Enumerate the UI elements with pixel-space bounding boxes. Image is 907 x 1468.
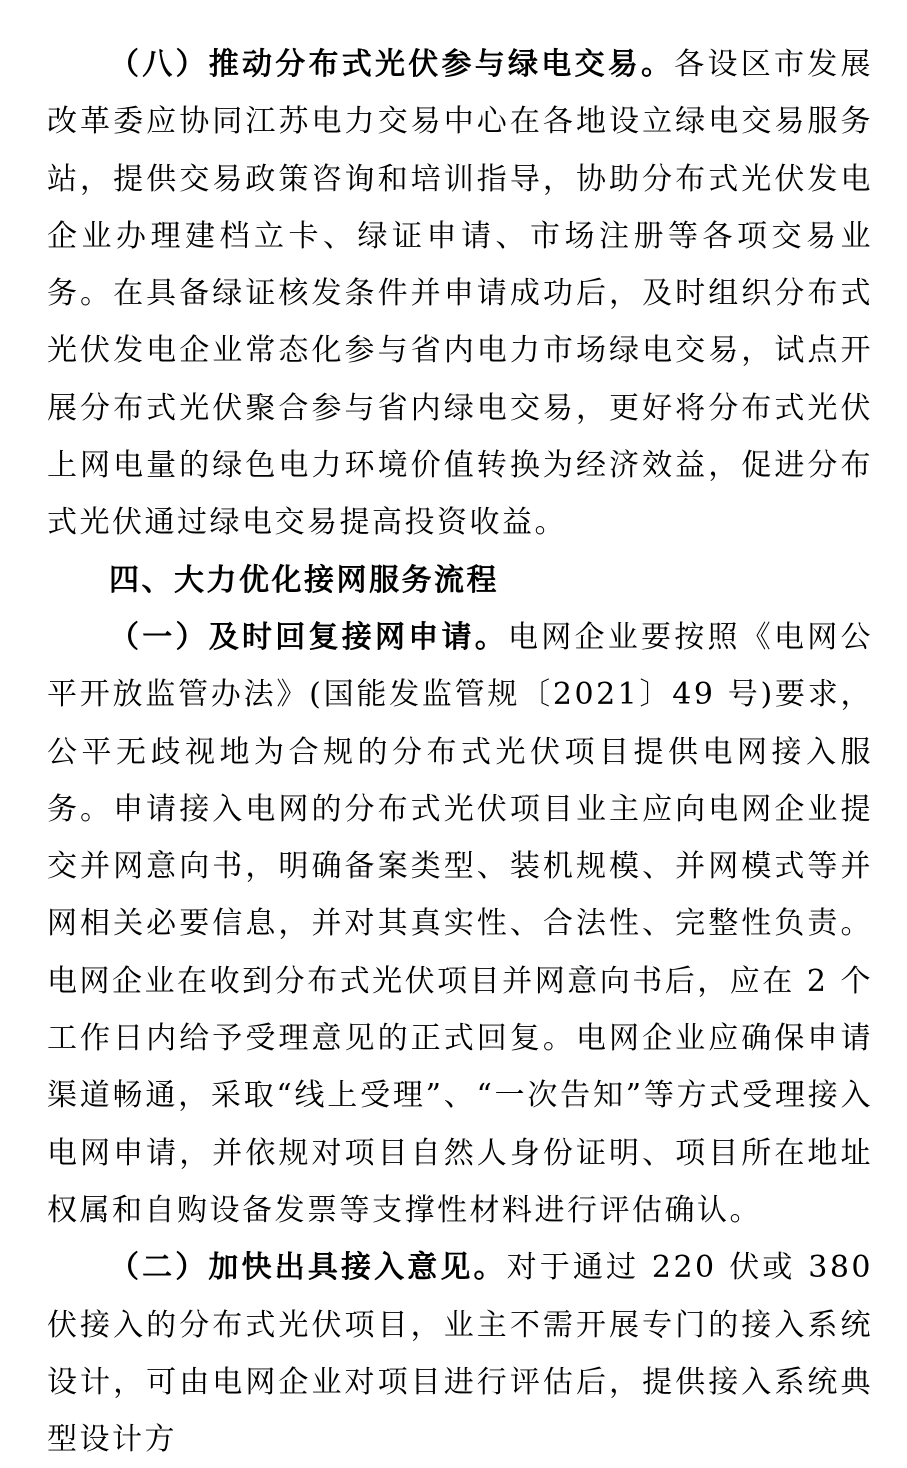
section-4-2-lead: （二）加快出具接入意见。 xyxy=(109,1250,507,1286)
paragraph-section-4-2 xyxy=(47,1239,873,1468)
section-4-2-body: 对于通过 220 伏或 380 伏接入的分布式光伏项目，业主不需开展专门的接入系统设计，可由电网企业对项目进行评估后，提供接入系统典型设计方 xyxy=(47,1250,873,1458)
document-page xyxy=(47,36,873,1468)
paragraph-section-4-1 xyxy=(47,609,873,1239)
section-4-1-lead: （一）及时回复接网申请。 xyxy=(109,619,508,655)
section-4-1-body: 电网企业要按照《电网公平开放监管办法》(国能发监管规〔2021〕49 号)要求，公平无歧视地为合规的分布式光伏项目提供电网接入服务。申请接入电网的分布式光伏项目业主应向电网企业提交并网意向书，明确备案类型、装机规模、并网模式等并网相关必要信息，并对其真实性、合法性、完整性负责。电网企业在收到分布式光伏项目并网意向书后，应在 2 个工作日内给予受理意见的正式回复。电网企业应确保申请渠道畅通，采取“线上受理”、“一次告知”等方式受理接入电网申请，并依规对项目自然人身份证明、项目所在地址权属和自购设备发票等支撑性材料进行评估确认。 xyxy=(47,619,873,1228)
section-8-lead: （八）推动分布式光伏参与绿电交易。 xyxy=(109,47,675,82)
section-8-body: 各设区市发展改革委应协同江苏电力交易中心在各地设立绿电交易服务站，提供交易政策咨询和培训指导，协助分布式光伏发电企业办理建档立卡、绿证申请、市场注册等各项交易业务。在具备绿证核发条件并申请成功后，及时组织分布式光伏发电企业常态化参与省内电力市场绿电交易，试点开展分布式光伏聚合参与省内绿电交易，更好将分布式光伏上网电量的绿色电力环境价值转换为经济效益，促进分布式光伏通过绿电交易提高投资收益。 xyxy=(47,47,873,541)
paragraph-section-8 xyxy=(47,36,873,552)
heading-4: 四、大力优化接网服务流程 xyxy=(109,562,499,598)
